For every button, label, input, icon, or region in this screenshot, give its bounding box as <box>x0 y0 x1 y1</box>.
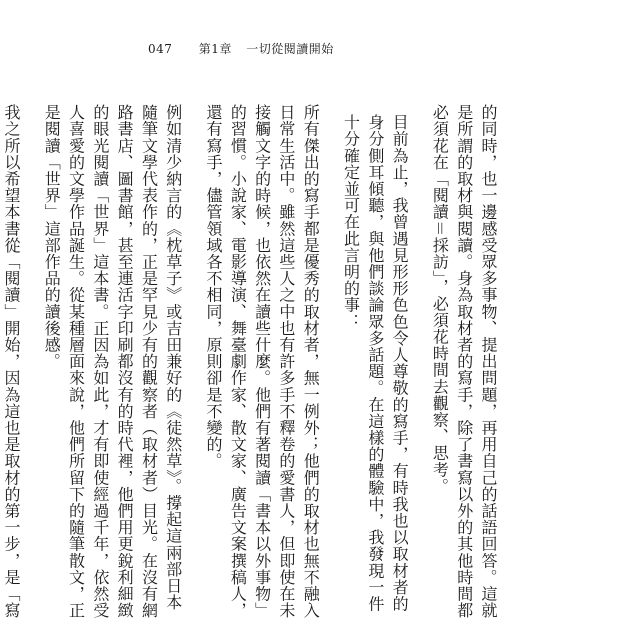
chapter-title: 一切從閱讀開始 <box>246 42 334 56</box>
page-number: 047 <box>148 42 173 56</box>
paragraph-3: 所有傑出的寫手都是優秀的取材者，無一例外；他們的取材也無不融入日常生活中。雖然這些人之中也有許多手不釋卷的愛書人，但即使在未接觸文字的時候，也依然在讀些什麼。他們有著閱讀「書本以外事物」的習慣。小說家、電影導演、舞臺劇作家、散文家、廣告文案撰稿人，還有寫手，儘管領域各不相同，原則卻是不變的。 <box>204 104 321 619</box>
body-text <box>1 104 500 624</box>
paragraph-2: 目前為止，我曾遇見形形色色令人尊敬的寫手，有時我也以取材者的身分側耳傾聽，與他們談論眾多話題。在這樣的體驗中，我發現一件十分確定並可在此言明的事： <box>341 114 410 612</box>
running-header <box>148 40 334 57</box>
paragraph-4: 例如清少納言的《枕草子》或吉田兼好的《徒然草》。撐起這兩部日本隨筆文學代表作的，正是罕見少有的觀察者（取材者）目光。在沒有網路書店、圖書館，甚至連活字印刷都沒有的時代裡，他們用更銳利細緻的眼光閱讀「世界」這本書。正因為如此，才有即使經過千年，依然受人喜愛的文學作品誕生。從某種層面來說，他們所留下的隨筆散文，正是閱讀「世界」這部作品的讀後感。 <box>42 104 183 619</box>
chapter-number: 第1章 <box>198 42 232 56</box>
paragraph-1: 的同時，也一邊感受眾多事物、提出問題，再用自己的話語回答。這就是所謂的取材與閱讀。身為取材者的寫手，除了書寫以外的其他時間都必須花在「閱讀＝採訪」，必須花時間去觀察、思考。 <box>430 104 498 619</box>
paragraph-5: 我之所以希望本書從「閱讀」開始，因為這也是取材的第一步，是「寫 <box>1 104 21 619</box>
